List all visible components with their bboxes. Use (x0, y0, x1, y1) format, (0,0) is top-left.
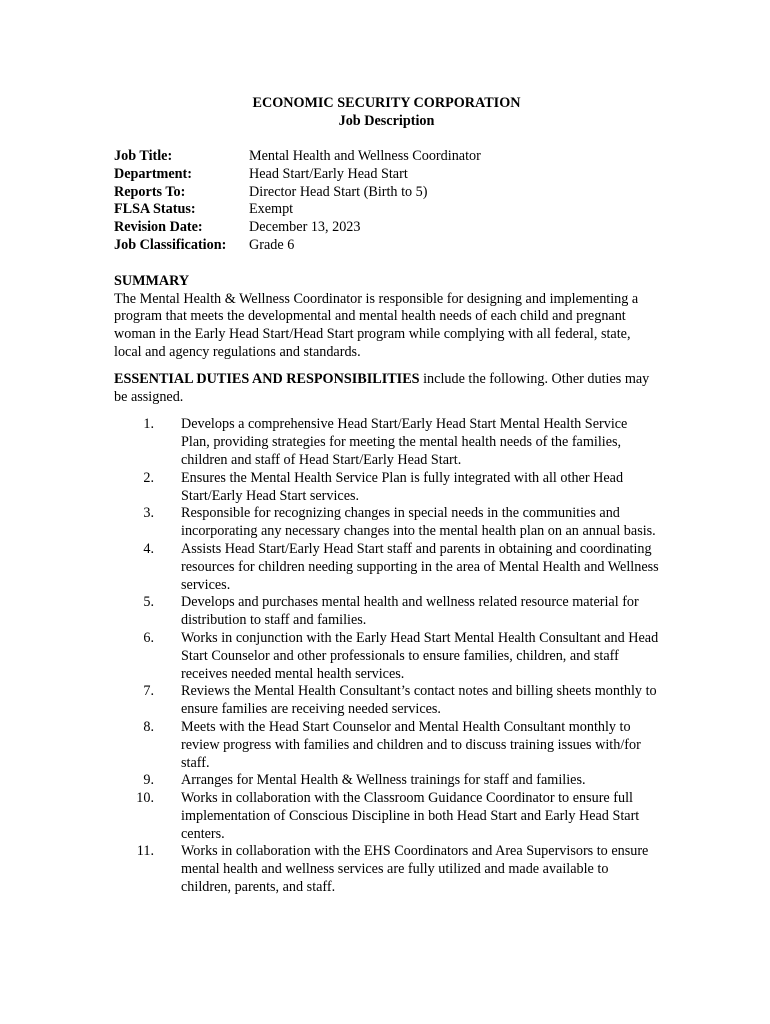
revision-date-value: December 13, 2023 (249, 219, 361, 236)
list-item (114, 843, 659, 896)
summary-text: The Mental Health & Wellness Coordinator is responsible for designing and implementing a program that meets the developmental and mental health needs of each child and pregnant woman in the Early Head Start/Head Start program while complying with all federal, state, local and agency regulations and standards. (114, 290, 639, 360)
list-item-text: Meets with the Head Start Counselor and Mental Health Consultant monthly to review progress with families and children and to discuss training issues with/for staff. (181, 718, 641, 771)
list-item (114, 505, 659, 541)
flsa-status-label: FLSA Status: (114, 201, 196, 218)
duties-heading: ESSENTIAL DUTIES AND RESPONSIBILITIES (114, 370, 420, 387)
list-item-number: 5. (143, 594, 154, 611)
list-item-number: 3. (143, 505, 154, 522)
list-item-number: 7. (143, 683, 154, 700)
reports-to-value: Director Head Start (Birth to 5) (249, 183, 428, 200)
list-item (114, 416, 659, 469)
document-page (114, 94, 659, 897)
duties-intro-text: include the following. Other duties may be assigned. (114, 370, 650, 405)
reports-to-label: Reports To: (114, 183, 186, 200)
list-item (114, 594, 659, 630)
job-info-table (114, 148, 659, 255)
duties-intro (114, 371, 659, 407)
duties-list (114, 416, 659, 897)
job-title-value: Mental Health and Wellness Coordinator (249, 148, 481, 164)
list-item-text: Ensures the Mental Health Service Plan is fully integrated with all other Head Start/Early Head Start services. (181, 469, 624, 504)
list-item (114, 541, 659, 594)
department-value: Head Start/Early Head Start (249, 165, 408, 182)
list-item-text: Works in collaboration with the Classroom Guidance Coordinator to ensure full implementation of Conscious Discipline in both Head Start and Early Head Start centers. (181, 790, 640, 842)
job-classification-label: Job Classification: (114, 236, 227, 253)
list-item (114, 790, 659, 843)
list-item-number: 1. (143, 416, 154, 433)
list-item-number: 8. (143, 718, 154, 735)
list-item-number: 6. (143, 629, 154, 646)
list-item-text: Assists Head Start/Early Head Start staff and parents in obtaining and coordinating resources for children needing supporting in the area of Mental Health and Wellness services. (181, 540, 659, 593)
list-item-number: 10. (136, 790, 154, 807)
list-item-text: Works in collaboration with the EHS Coordinators and Area Supervisors to ensure mental health and wellness services are fully utilized and made available to children, parents, and staff. (181, 843, 649, 896)
list-item (114, 470, 659, 506)
job-title-label: Job Title: (114, 148, 173, 164)
department-label: Department: (114, 165, 193, 182)
list-item-number: 2. (143, 469, 154, 486)
job-classification-value: Grade 6 (249, 236, 295, 253)
list-item (114, 683, 659, 719)
list-item-number: 9. (143, 772, 154, 789)
list-item-text: Arranges for Mental Health & Wellness trainings for staff and families. (181, 772, 586, 789)
list-item-number: 11. (136, 843, 154, 860)
list-item-text: Reviews the Mental Health Consultant’s contact notes and billing sheets monthly to ensure families are receiving needed services. (181, 683, 657, 718)
list-item-number: 4. (143, 540, 154, 557)
list-item-text: Develops a comprehensive Head Start/Early Head Start Mental Health Service Plan, providing strategies for meeting the mental health needs of the families, children and staff of Head Start/Early Head Start. (181, 416, 628, 468)
list-item (114, 772, 659, 790)
revision-date-label: Revision Date: (114, 219, 203, 236)
organization-title: ECONOMIC SECURITY CORPORATION (252, 95, 521, 111)
list-item (114, 719, 659, 772)
list-item-text: Works in conjunction with the Early Head Start Mental Health Consultant and Head Start Counselor and other professionals to ensure families, children, and staff receives needed mental health services. (181, 629, 659, 682)
list-item-text: Develops and purchases mental health and wellness related resource material for distribution to staff and families. (181, 594, 639, 629)
summary-heading: SUMMARY (114, 272, 190, 289)
list-item (114, 630, 659, 683)
flsa-status-value: Exempt (249, 201, 294, 218)
list-item-text: Responsible for recognizing changes in special needs in the communities and incorporating any necessary changes into the mental health plan on an annual basis. (181, 505, 656, 540)
document-type-title: Job Description (338, 113, 435, 129)
